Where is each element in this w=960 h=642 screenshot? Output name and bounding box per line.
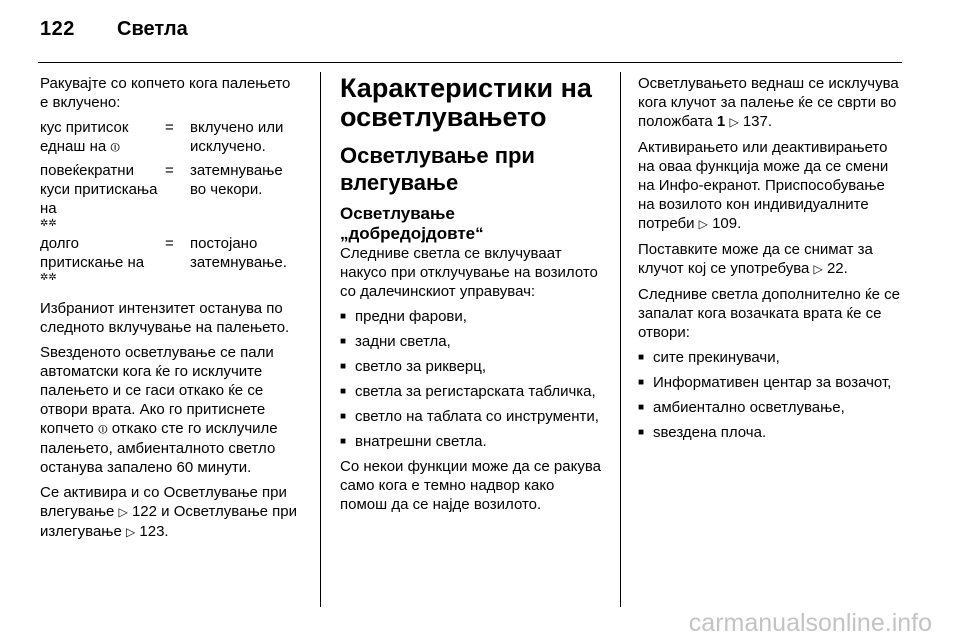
- position-number: 1: [716, 113, 726, 130]
- definition-row: [40, 234, 302, 284]
- paragraph: Осветлувањето веднаш се исклучува кога клучот за палење ќе се сврти во положбата 1 ▷ 137.: [638, 75, 899, 130]
- equals-sign: =: [165, 119, 174, 136]
- paragraph: Следниве светла дополнително ќе се запалат кога возачката врата ќе се отвори:: [638, 286, 900, 341]
- list-item: ■ светла за регистарската табличка,: [340, 382, 602, 401]
- sub-subsection-heading: Осветлување „добредојдовте“: [340, 204, 484, 243]
- list-item: ■ сите прекинувачи,: [638, 348, 902, 367]
- column-middle: [340, 74, 602, 520]
- definition-list: [40, 118, 302, 284]
- page-ref: 123.: [139, 523, 169, 540]
- paragraph: Со некои функции може да се ракува само кога е темно надвор како помош да се најде возилото.: [340, 458, 601, 513]
- page-title: Светла: [117, 18, 188, 40]
- page-ref-arrow-icon: ▷: [698, 217, 708, 231]
- equals-sign: =: [165, 162, 174, 179]
- definition-term: кус притисок еднаш на: [40, 119, 129, 155]
- column-left: [40, 74, 302, 548]
- paragraph: Поставките може да се снимат за клучот кој се употребува ▷ 22.: [638, 241, 873, 277]
- bullet-list: [638, 348, 902, 442]
- page-ref-arrow-icon: ▷: [126, 525, 136, 539]
- paragraph: Избраниот интензитет останува по следното вклучување на палењето.: [40, 300, 290, 336]
- list-item: ■ задни светла,: [340, 332, 602, 351]
- page-ref-arrow-icon: ▷: [813, 262, 823, 276]
- page-ref-arrow-icon: ▷: [118, 505, 128, 519]
- definition-term: долго притискање на: [40, 235, 145, 271]
- list-item: ■ внатрешни светла.: [340, 432, 602, 451]
- bullet-list: [340, 307, 602, 451]
- column-divider-2: [620, 72, 621, 607]
- page-ref: 22.: [826, 260, 848, 277]
- star-light-icon: ✲✲: [40, 218, 57, 229]
- definition-desc: затемнување во чекори.: [190, 162, 283, 198]
- paragraph: Се активира и со Осветлување при влегување ▷ 122 и Осветлување при излегување ▷ 123.: [40, 484, 297, 540]
- column-divider-1: [320, 72, 321, 607]
- power-icon: ⏼: [110, 140, 120, 154]
- header-rule: [38, 62, 902, 63]
- subsection-heading: Осветлување при влегување: [340, 143, 535, 195]
- paragraph: Следниве светла се вклучуваат накусо при отклучување на возилото со далечинскиот управувач:: [340, 245, 598, 300]
- intro-text: Ракувајте со копчето кога палењето е вклучено:: [40, 75, 291, 111]
- definition-row: [40, 118, 302, 157]
- definition-row: [40, 161, 302, 230]
- page-ref: 137.: [742, 113, 773, 130]
- watermark: carmanualsonline.info: [688, 609, 932, 637]
- list-item: ■ предни фарови,: [340, 307, 602, 326]
- power-icon: ⏼: [98, 422, 108, 436]
- definition-term: повеќекратни куси притискања на: [40, 162, 158, 217]
- definition-desc: вклучено или исклучено.: [190, 119, 284, 155]
- section-heading: Карактеристики на осветлувањето: [340, 73, 592, 132]
- page-ref: 109.: [712, 215, 742, 232]
- equals-sign: =: [165, 235, 174, 252]
- page-number: 122: [40, 18, 75, 40]
- list-item: ■ светло за рикверц,: [340, 357, 602, 376]
- list-item: ■ ѕвездена плоча.: [638, 423, 902, 442]
- list-item: ■ светло на таблата со инструменти,: [340, 407, 602, 426]
- list-item: ■ амбиентално осветлување,: [638, 398, 902, 417]
- list-item: ■ Информативен центар за возачот,: [638, 373, 902, 392]
- paragraph: Активирањето или деактивирањето на оваа функција може да се смени на Инфо-екранот. Приспособување на возилото кон индивидуалните потреби ▷ 109.: [638, 139, 889, 232]
- page-ref-arrow-icon: ▷: [729, 115, 739, 129]
- definition-desc: постојано затемнување.: [190, 235, 287, 271]
- column-right: [638, 74, 902, 448]
- paragraph: Ѕвезденото осветлување се пали автоматски кога ќе го исклучите палењето и се гаси откако ќе се отвори врата. Ако го притиснете копчето ⏼ откако сте го исклучиле палењето, амбиенталното светло останува запалено 60 минути.: [40, 344, 278, 476]
- star-light-icon: ✲✲: [40, 272, 57, 283]
- page-ref: 122: [131, 503, 157, 520]
